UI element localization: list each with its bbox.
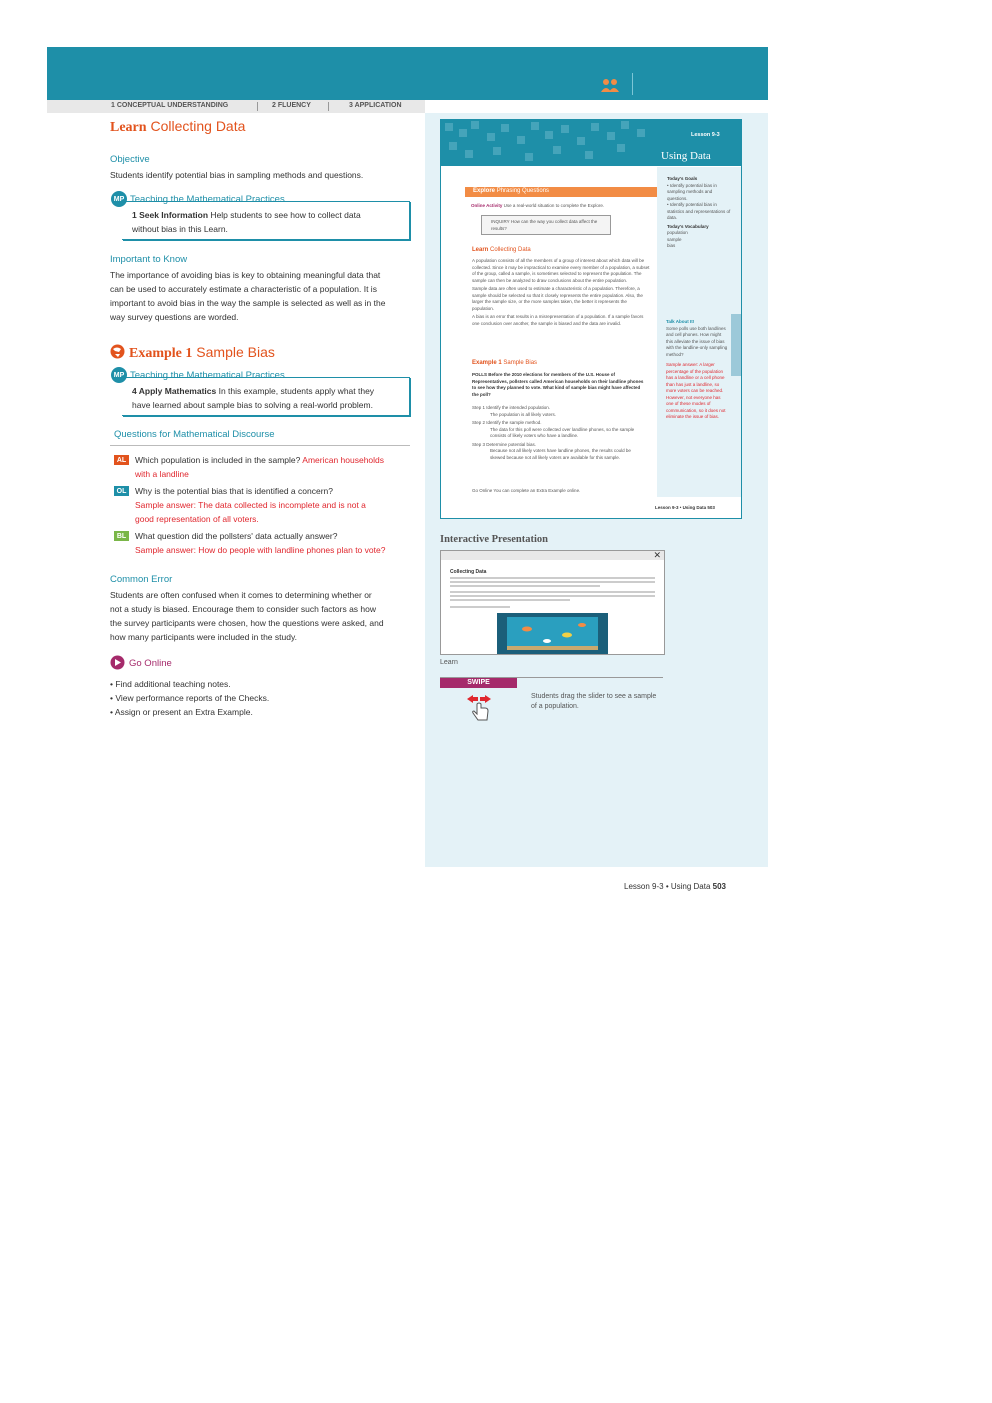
go-online-icon	[110, 655, 125, 670]
learn-title	[110, 118, 245, 136]
interactive-heading: Interactive Presentation	[440, 534, 548, 545]
thumb-learn-label: Learn	[472, 247, 489, 253]
question-text: Which population is included in the sample?	[135, 455, 303, 465]
level-badge-al: AL	[114, 455, 129, 465]
inquiry-text: INQUIRY How can the way you collect data affect the results?	[491, 219, 598, 231]
mp2-heading: Teaching the Mathematical Practices	[130, 370, 285, 381]
thumb-step: Step 3 Determine potential bias.	[472, 441, 537, 447]
common-error-line: the survey participants were chosen, how the questions were asked, and	[110, 618, 384, 628]
screen-text-line	[450, 585, 600, 587]
answer-text: Sample answer: The data collected is incomplete and is not a	[135, 500, 366, 510]
online-activity	[471, 203, 655, 210]
talk-text: Some polls use both landlines and cell phones. How might this alleviate the issue of bias with the landline-only sampling method?	[666, 325, 728, 357]
screen-text-line	[450, 591, 655, 593]
go-online-list	[110, 677, 269, 719]
thumb-example-topic: Sample Bias	[503, 360, 538, 366]
thumb-go-online: Go Online You can complete an Extra Example online.	[472, 488, 581, 493]
level-badge-bl: BL	[114, 531, 129, 541]
screen-text-line	[450, 595, 655, 597]
discourse-rule	[110, 445, 410, 446]
mp2-line2: have learned about sample bias to solving a real-world problem.	[132, 400, 373, 410]
thumb-step-detail: Because not all likely voters have landline phones, the results could be skewed because not all likely voters are available for this sample.	[490, 448, 631, 460]
thumb-paragraph: Sample data are often used to estimate a characteristic of a population. Therefore, a sample should be selected so that it closely represents the entire population. Also, the larger the sample size, or the more samples taken, the better it represents the population.	[472, 286, 643, 311]
swipe-label: SWIPE	[440, 678, 517, 688]
important-heading: Important to Know	[110, 254, 188, 265]
close-icon[interactable]: ✕	[653, 550, 661, 560]
mp1-bold: 1 Seek Information	[132, 210, 209, 220]
goal-item: • Identify potential bias in sampling methods and questions.	[667, 182, 717, 201]
thumb-step: Step 2 Identify the sample method.	[472, 420, 542, 425]
tab-fluency[interactable]: 2 FLUENCY	[272, 102, 311, 109]
answer-text: good representation of all voters.	[135, 514, 259, 524]
important-line: important to avoid bias in the way the sample is selected as well as in the	[110, 298, 386, 308]
screen-text-line	[450, 599, 570, 601]
question-text: Why is the potential bias that is identified a concern?	[135, 486, 333, 496]
discourse-q1	[135, 453, 384, 467]
thumb-example-question: POLLS Before the 2010 elections for members of the U.S. House of Representatives, pollsters called American households on their landline phones to see how they planned to vote. What kind of sample bias might have affected the poll?	[472, 372, 644, 397]
mp2-text1: In this example, students apply what they	[216, 386, 375, 396]
swipe-text-line: Students drag the slider to see a sample	[531, 693, 657, 700]
page-footer	[624, 882, 726, 891]
screen-title: Collecting Data	[450, 569, 487, 575]
talk-answer: Sample answer: A larger percentage of the population has a landline or a cell phone than has just a landline, so more voters can be reached. However, not everyone has one of these modes of communication, so it does not eliminate the issue of bias.	[666, 362, 726, 419]
level-badge-ol: OL	[114, 486, 129, 496]
objective-heading: Objective	[110, 154, 150, 165]
presentation-screen[interactable]	[440, 550, 665, 655]
mp2-bold: 4 Apply Mathematics	[132, 386, 217, 396]
screen-text-line	[450, 606, 510, 608]
tab-separator	[328, 102, 329, 111]
answer-text: Sample answer: How do people with landline phones plan to vote?	[135, 545, 386, 555]
screen-titlebar	[441, 551, 664, 560]
footer-lesson: Lesson 9-3	[624, 882, 664, 891]
thumb-example	[472, 360, 537, 366]
footer-topic: • Using Data	[663, 882, 713, 891]
goals-heading: Today's Goals	[667, 176, 698, 181]
goal-item: • Identify potential bias in statistics and representations of data.	[667, 202, 731, 220]
important-line: can be used to accurately estimate a characteristic of a population. It is	[110, 284, 377, 294]
mp1-line2: without bias in this Learn.	[132, 224, 228, 234]
discourse-heading: Questions for Mathematical Discourse	[114, 429, 275, 440]
swipe-text-line: of a population.	[531, 703, 579, 710]
mp1-text1: Help students to see how to collect data	[208, 210, 361, 220]
explore-title	[473, 188, 549, 194]
answer-text: with a landline	[135, 469, 189, 479]
swipe-gesture-icon	[465, 692, 493, 722]
important-text	[110, 268, 385, 324]
header-band	[47, 47, 768, 100]
aquarium-image	[497, 613, 608, 654]
talk-about-it	[666, 319, 728, 421]
learn-label: Learn	[110, 120, 147, 135]
example-topic: Sample Bias	[196, 344, 275, 360]
thumb-sidebar-tab	[731, 314, 741, 376]
student-page-thumbnail	[440, 119, 742, 519]
thumb-learn-body	[472, 258, 650, 327]
lesson-tabs	[47, 100, 425, 113]
swipe-description	[531, 692, 656, 712]
screen-text-line	[450, 577, 655, 579]
example-label: Example 1	[129, 346, 193, 361]
mp1-heading: Teaching the Mathematical Practices	[130, 194, 285, 205]
thumb-example-label: Example 1	[472, 360, 502, 366]
important-line: way survey questions are worded.	[110, 312, 239, 322]
people-icon	[600, 77, 620, 93]
explore-topic: Phrasing Questions	[496, 188, 550, 194]
thumb-footer: Lesson 9-3 • Using Data 503	[655, 505, 715, 510]
common-error-line: not a study is biased. Encourage them to consider such factors as how	[110, 604, 377, 614]
mp2-line1	[132, 384, 374, 398]
online-activity-text: Use a real-world situation to complete the Explore.	[503, 203, 605, 208]
online-activity-label: Online Activity	[471, 203, 503, 208]
tab-conceptual[interactable]: 1 CONCEPTUAL UNDERSTANDING	[111, 102, 229, 109]
presentation-caption: Learn	[440, 659, 458, 666]
learn-topic: Collecting Data	[150, 118, 246, 134]
thumb-lesson: Lesson 9-3	[691, 132, 720, 138]
common-error-line: how many participants were included in the study.	[110, 632, 297, 642]
answer-text: American households	[302, 455, 385, 465]
thumb-step-detail: The population is all likely voters.	[490, 411, 557, 417]
globe-icon	[110, 344, 125, 359]
common-error-text	[110, 588, 384, 644]
mp-badge: MP	[111, 191, 127, 207]
thumb-goals	[667, 176, 731, 250]
vocab-item: sample	[667, 236, 682, 242]
thumb-step-detail: The data for this poll were collected over landline phones, so the sample consists of likely voters who have a landline.	[490, 426, 635, 438]
header-divider	[632, 73, 633, 95]
thumb-step: Step 1 Identify the intended population.	[472, 405, 551, 410]
talk-heading: Talk About It!	[666, 319, 695, 324]
go-online-item[interactable]: • View performance reports of the Checks.	[110, 693, 270, 703]
objective-text: Students identify potential bias in sampling methods and questions.	[110, 170, 364, 180]
thumb-learn-topic: Collecting Data	[490, 247, 531, 253]
page-number: 503	[712, 882, 726, 891]
important-line: The importance of avoiding bias is key to obtaining meaningful data that	[110, 270, 381, 280]
thumb-learn	[472, 247, 531, 253]
screen-text-line	[450, 581, 655, 583]
go-online-item[interactable]: • Find additional teaching notes.	[110, 679, 231, 689]
vocab-item: population	[667, 230, 688, 235]
tab-separator	[257, 102, 258, 111]
thumb-paragraph: A population consists of all the members of a group of interest about which data will be collected. Since it may be impractical to examine every member of a population, a subset of the group, called a sample, is sometimes selected to represent the population. The sample can then be analyzed to draw conclusions about the entire population.	[472, 258, 650, 283]
example-title	[129, 344, 275, 362]
common-error-line: Students are often confused when it comes to determining whether or	[110, 590, 372, 600]
tab-application[interactable]: 3 APPLICATION	[349, 102, 402, 109]
thumb-paragraph: A bias is an error that results in a misrepresentation of a population. If a sample favors one conclusion over another, the sample is biased and the data are invalid.	[472, 314, 644, 326]
vocab-item: bias	[667, 243, 676, 248]
thumb-steps	[472, 405, 647, 461]
mp1-line1	[132, 208, 361, 222]
go-online-item[interactable]: • Assign or present an Extra Example.	[110, 707, 253, 717]
common-error-heading: Common Error	[110, 574, 173, 585]
mp-badge: MP	[111, 367, 127, 383]
thumb-title: Using Data	[661, 150, 711, 162]
explore-label: Explore	[473, 188, 496, 194]
vocab-heading: Today's Vocabulary	[667, 223, 709, 229]
go-online-heading: Go Online	[129, 658, 172, 669]
question-text: What question did the pollsters' data actually answer?	[135, 531, 338, 541]
